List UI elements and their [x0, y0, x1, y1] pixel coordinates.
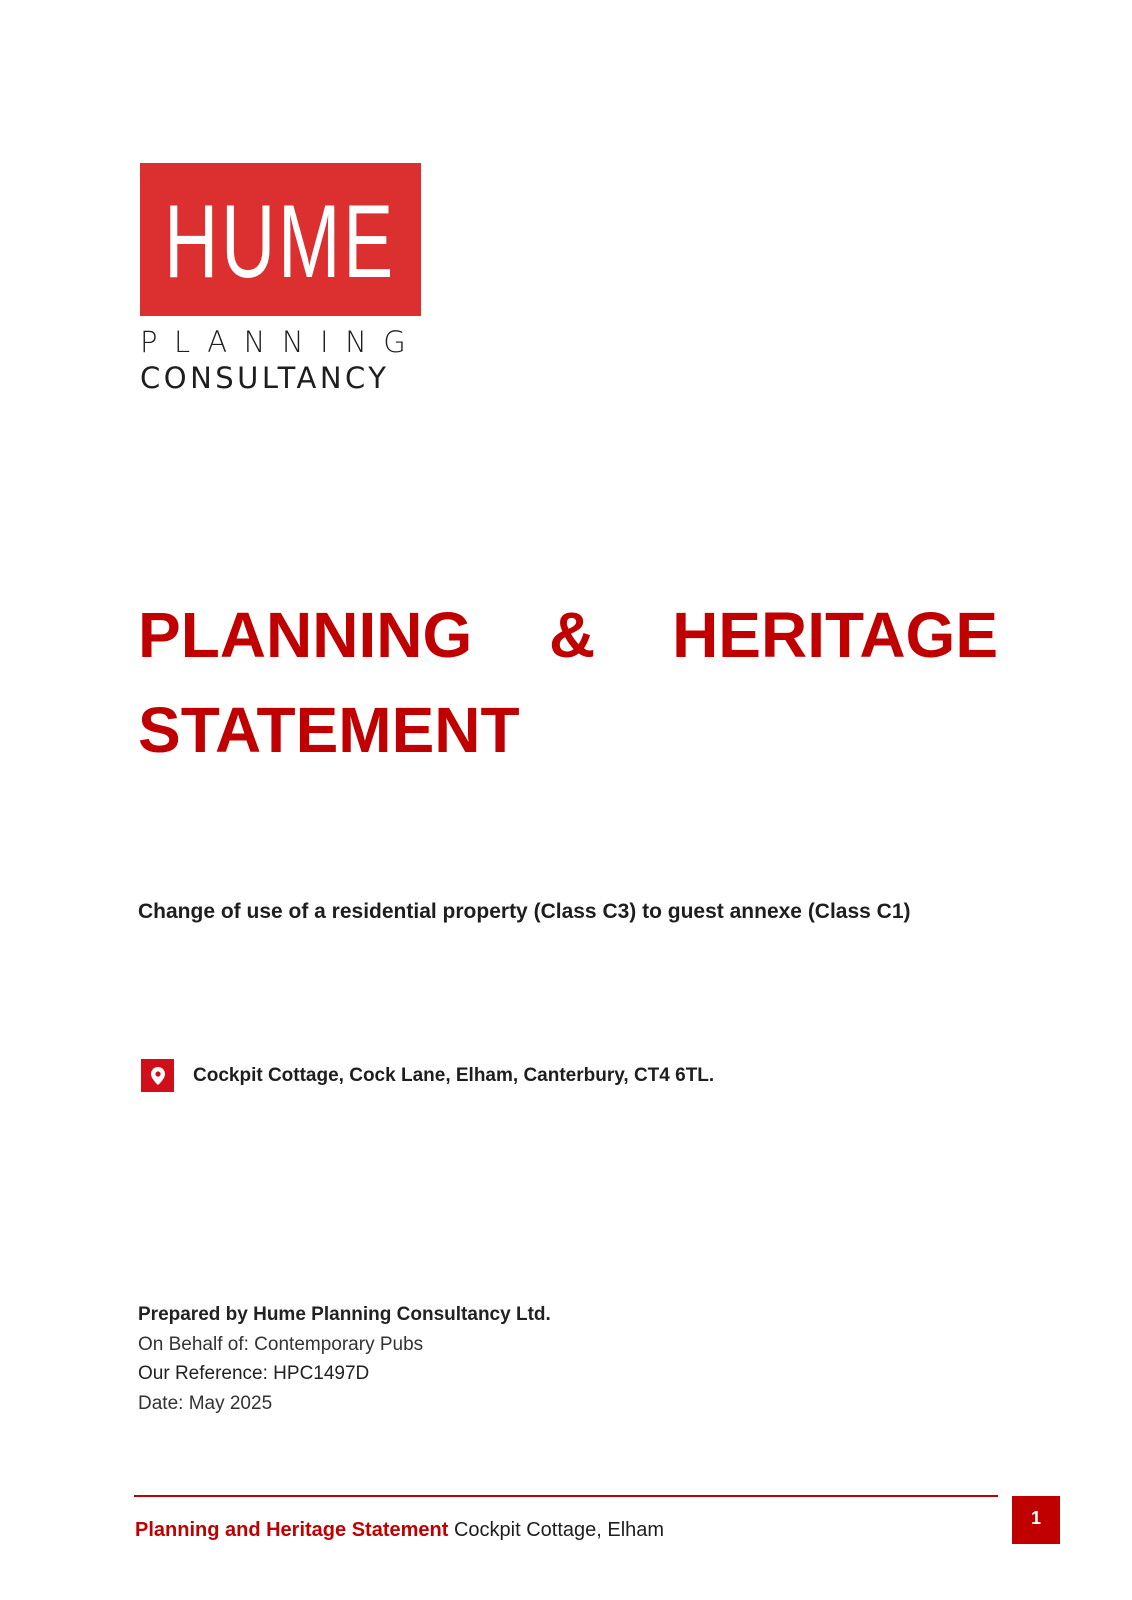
title-word-heritage: HERITAGE	[672, 599, 998, 671]
hume-logo	[140, 163, 421, 393]
footer-divider	[134, 1495, 998, 1497]
logo-word: HUME	[164, 183, 397, 300]
footer-location: Cockpit Cottage, Elham	[453, 1519, 665, 1541]
title-row-1	[138, 588, 998, 683]
footer-doc-title: Planning and Heritage Statement	[135, 1519, 449, 1541]
document-subtitle: Change of use of a residential property (Class C3) to guest annexe (Class C1)	[138, 900, 911, 923]
footer-text	[135, 1519, 664, 1542]
our-reference: Our Reference: HPC1497D	[138, 1363, 370, 1384]
document-title	[138, 588, 998, 778]
page-number: 1	[1012, 1496, 1060, 1544]
document-date: Date: May 2025	[138, 1392, 273, 1414]
logo-line-consultancy: CONSULTANCY	[140, 361, 390, 395]
logo-red-box	[140, 163, 421, 316]
title-word-ampersand: &	[549, 599, 596, 671]
location-pin-icon	[141, 1059, 174, 1092]
prepared-by-block	[138, 1300, 551, 1418]
logo-line-planning: PLANNING	[140, 325, 423, 359]
prepared-by: Prepared by Hume Planning Consultancy Ltd.	[138, 1304, 551, 1325]
title-row-2: STATEMENT	[138, 694, 520, 766]
title-word-planning: PLANNING	[138, 599, 473, 671]
site-address	[141, 1059, 714, 1092]
on-behalf-of: On Behalf of: Contemporary Pubs	[138, 1333, 424, 1355]
address-text: Cockpit Cottage, Cock Lane, Elham, Canterbury, CT4 6TL.	[193, 1064, 715, 1086]
